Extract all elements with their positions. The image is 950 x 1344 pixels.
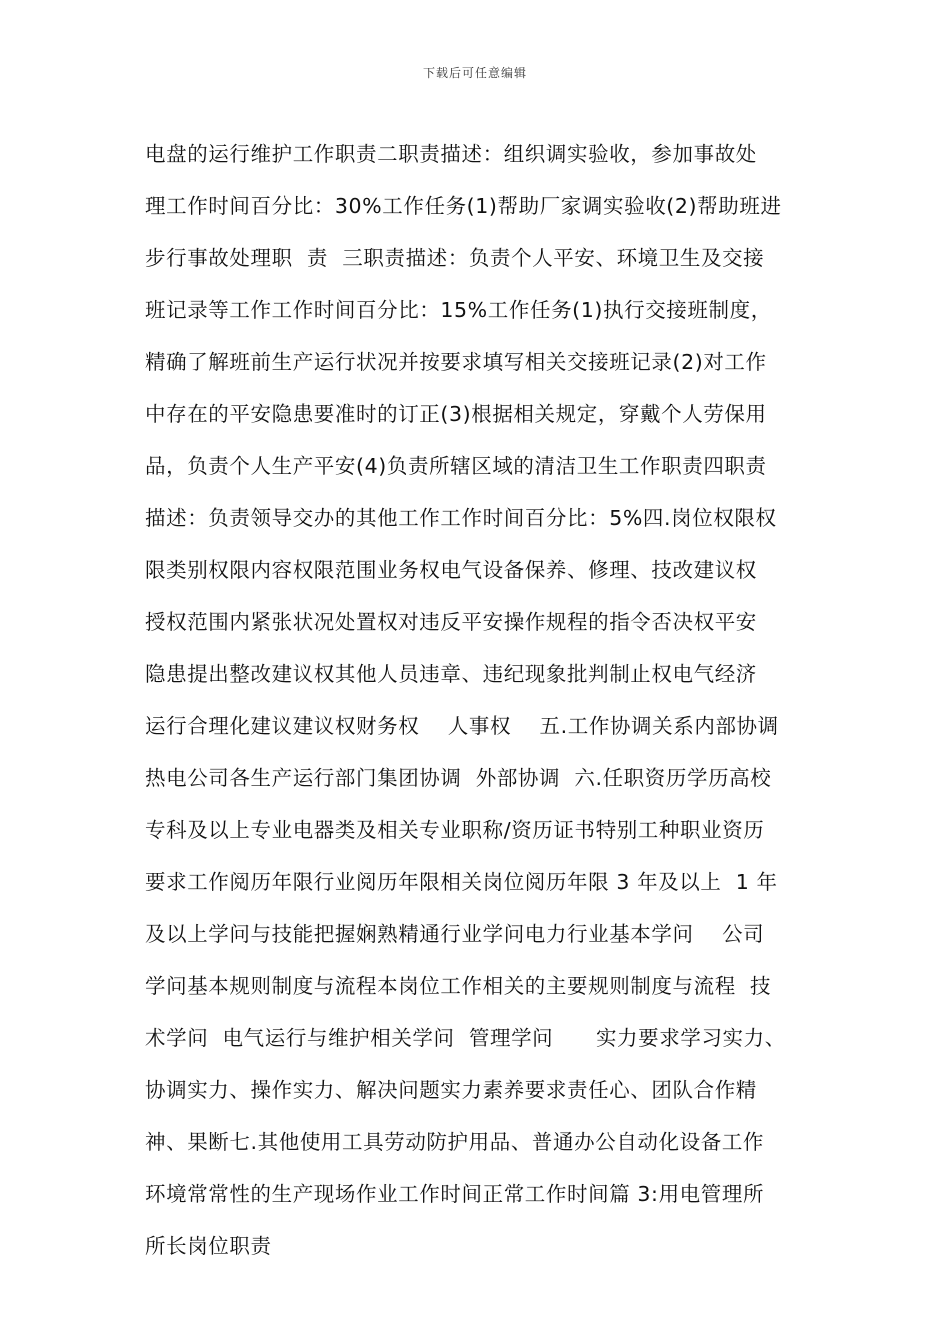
text-line: 理工作时间百分比：30%工作任务(1)帮助厂家调实验收(2)帮助班进: [145, 194, 782, 218]
text-line: 描述：负责领导交办的其他工作工作时间百分比：5%四.岗位权限权: [145, 506, 777, 530]
text-line: 专科及以上专业电器类及相关专业职称/资历证书特别工种职业资历: [145, 818, 765, 842]
text-line: 精确了解班前生产运行状况并按要求填写相关交接班记录(2)对工作: [145, 350, 767, 374]
text-line: 电盘的运行维护工作职责二职责描述：组织调实验收，参加事故处: [145, 142, 757, 166]
text-line: 步行事故处理职 责 三职责描述：负责个人平安、环境卫生及交接: [145, 246, 765, 270]
text-line: 班记录等工作工作时间百分比：15%工作任务(1)执行交接班制度，: [145, 298, 772, 322]
text-line: 术学问 电气运行与维护相关学问 管理学问 实力要求学习实力、: [145, 1026, 786, 1050]
text-line: 所长岗位职责: [145, 1234, 272, 1258]
text-line: 限类别权限内容权限范围业务权电气设备保养、修理、技改建议权: [145, 558, 757, 582]
text-line: 学问基本规则制度与流程本岗位工作相关的主要规则制度与流程 技: [145, 974, 772, 998]
text-line: 协调实力、操作实力、解决问题实力素养要求责任心、团队合作精: [145, 1078, 757, 1102]
document-body: [145, 128, 810, 1272]
page-header: 下载后可任意编辑: [422, 66, 527, 80]
text-line: 要求工作阅历年限行业阅历年限相关岗位阅历年限 3 年及以上 1 年: [145, 870, 778, 894]
text-line: 中存在的平安隐患要准时的订正(3)根据相关规定，穿戴个人劳保用: [145, 402, 767, 426]
text-line: 及以上学问与技能把握娴熟精通行业学问电力行业基本学问 公司: [145, 922, 765, 946]
text-line: 热电公司各生产运行部门集团协调 外部协调 六.任职资历学历高校: [145, 766, 772, 790]
text-line: 品，负责个人生产平安(4)负责所辖区域的清洁卫生工作职责四职责: [145, 454, 767, 478]
text-line: 运行合理化建议建议权财务权 人事权 五.工作协调关系内部协调: [145, 714, 779, 738]
text-line: 授权范围内紧张状况处置权对违反平安操作规程的指令否决权平安: [145, 610, 757, 634]
text-line: 神、果断七.其他使用工具劳动防护用品、普通办公自动化设备工作: [145, 1130, 765, 1154]
text-line: 隐患提出整改建议权其他人员违章、违纪现象批判制止权电气经济: [145, 662, 757, 686]
text-line: 环境常常性的生产现场作业工作时间正常工作时间篇 3:用电管理所: [145, 1182, 765, 1206]
